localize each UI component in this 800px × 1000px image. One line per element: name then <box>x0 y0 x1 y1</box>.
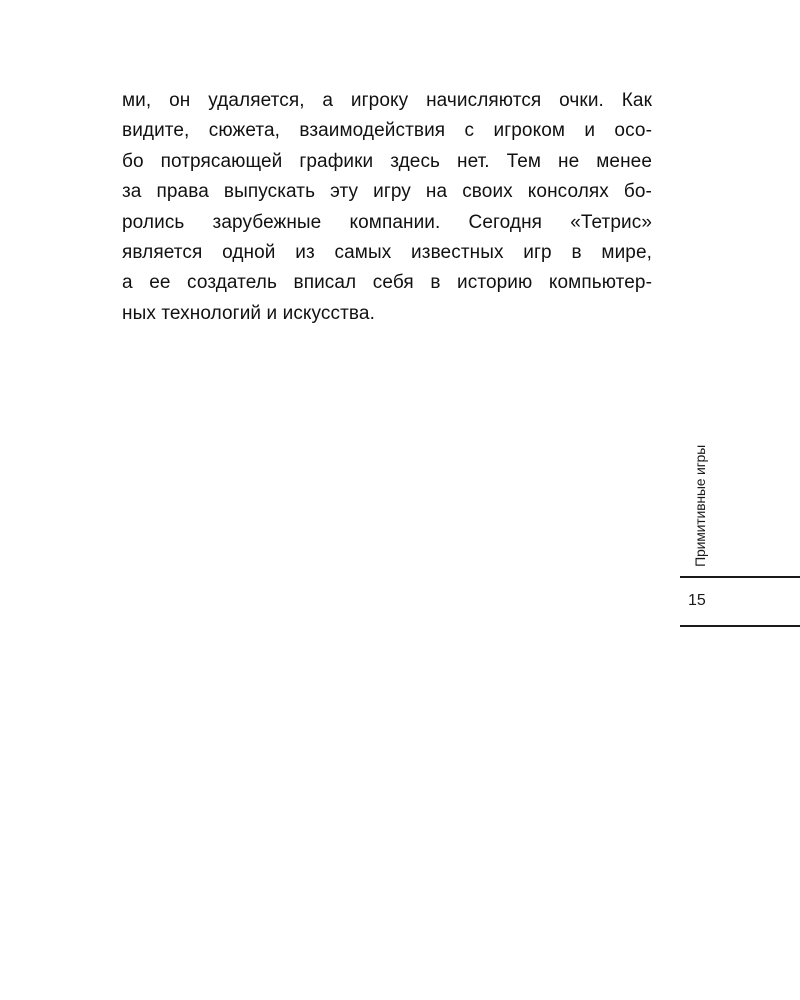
text-line: ролись зарубежные компании. Сегодня «Тетрис» <box>122 211 652 233</box>
text-line: видите, сюжета, взаимодействия с игроком и осо- <box>122 120 652 142</box>
text-line: ных технологий и искусства. <box>122 302 375 324</box>
text-line: ми, он удаляется, а игроку начисляются очки. Как <box>122 90 652 111</box>
text-line: за права выпускать эту игру на своих консолях бо- <box>122 181 652 203</box>
text-line: а ее создатель вписал себя в историю компьютер- <box>122 272 652 294</box>
running-head-label: Примитивные игры <box>692 445 708 567</box>
body-text <box>122 86 652 329</box>
top-rule <box>680 576 800 578</box>
page-number: 15 <box>688 592 706 609</box>
text-line: бо потрясающей графики здесь нет. Тем не менее <box>122 150 652 172</box>
text-line: является одной из самых известных игр в мире, <box>122 242 652 264</box>
running-head <box>688 437 712 567</box>
bottom-rule <box>680 625 800 627</box>
